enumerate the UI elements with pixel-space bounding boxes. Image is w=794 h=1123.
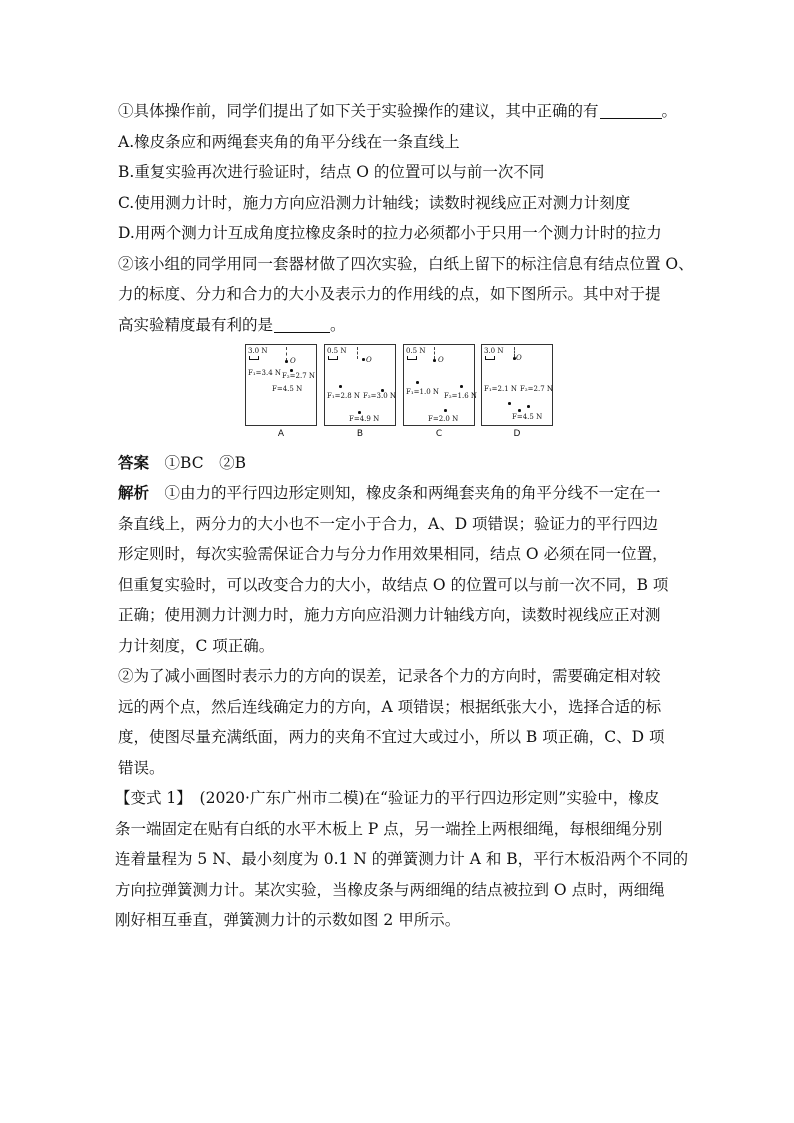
figure-b-caption: B: [356, 429, 364, 439]
question-part1: [118, 96, 688, 127]
figure-d-scale-label: 3.0 N: [484, 347, 504, 355]
figure-a-knot-point: [285, 360, 288, 363]
analysis-line-7: ②为了减小画图时表示力的方向的误差，记录各个力的方向时，需要确定相对较: [118, 667, 661, 685]
figure-b-scale-bar: [328, 356, 338, 360]
figure-b-f2: F₂=3.0 N: [363, 392, 397, 400]
figure-d: [481, 344, 553, 439]
answer-blank-2: [274, 316, 330, 333]
figure-b-f-point: [358, 411, 361, 414]
answer-blank-1: [600, 102, 662, 119]
analysis-line-1-text: ①由力的平行四边形定则知，橡皮条和两绳套夹角的角平分线不一定在一: [164, 484, 661, 502]
figure-b-f1-point: [339, 385, 342, 388]
figure-d-f2-point: [527, 405, 530, 408]
figure-a-f1: F₁=3.4 N: [248, 369, 282, 377]
analysis-line-9: 度，使图尽量充满纸面，两力的夹角不宜过大或过小，所以 B 项正确，C、D 项: [118, 728, 665, 746]
option-a: A.橡皮条应和两绳套夹角的角平分线在一条直线上: [118, 132, 460, 151]
variant-line-3: 连着量程为 5 N、最小刻度为 0.1 N 的弹簧测力计 A 和 B，平行木板沿两个不同的: [115, 850, 689, 868]
figure-d-f1: F₁=2.1 N: [484, 385, 518, 393]
figure-c: [403, 344, 478, 439]
figure-a-scale-label: 3.0 N: [248, 347, 268, 355]
analysis-block: [118, 478, 688, 783]
question-part2-line-1: ②该小组的同学用同一套器材做了四次实验，白纸上留下的标注信息有结点位置 O、: [118, 254, 694, 273]
figure-b-f: F=4.9 N: [349, 415, 380, 423]
variant-line-1: 【变式 1】 (2020·广东广州市二模)在“验证力的平行四边形定则”实验中，橡皮: [115, 789, 660, 807]
answer-text: ①BC ②B: [164, 454, 246, 472]
figure-a-caption: A: [277, 429, 285, 439]
figure-c-f-point: [444, 409, 447, 412]
question-part2-last-text: 高实验精度最有利的是: [118, 315, 274, 334]
figure-d-f1-point: [508, 402, 511, 405]
figure-c-o-label: O: [438, 356, 444, 364]
figure-b-f1: F₁=2.8 N: [327, 392, 361, 400]
figure-a: [245, 344, 317, 439]
analysis-line-10: 错误。: [118, 758, 165, 777]
figure-c-f1-point: [416, 381, 419, 384]
figure-d-dashed-line: [514, 347, 515, 357]
figure-b-knot-point: [362, 358, 365, 361]
figure-a-f: F=4.5 N: [272, 385, 303, 393]
figure-d-caption: D: [513, 429, 521, 439]
question-part2-end: 。: [330, 315, 346, 334]
experiment-figures: [118, 344, 688, 444]
figure-a-paper: [245, 344, 317, 426]
figure-a-dashed-line: [286, 347, 287, 361]
figure-b-o-label: O: [366, 356, 372, 364]
figure-a-scale-bar: [249, 356, 259, 360]
question-part1-end: 。: [661, 102, 678, 120]
analysis-label: 解析: [118, 483, 150, 502]
figure-c-paper: [403, 344, 478, 426]
option-b: B.重复实验再次进行验证时，结点 O 的位置可以与前一次不同: [118, 163, 545, 181]
variant-block: [115, 783, 688, 936]
analysis-line-8: 远的两个点，然后连线确定力的方向，A 项错误；根据纸张大小，选择合适的标: [118, 697, 662, 716]
figure-c-scale-bar: [407, 356, 417, 360]
analysis-line-6: 力计刻度，C 项正确。: [118, 636, 275, 655]
figure-c-dashed-line: [434, 347, 435, 359]
figure-d-f: F=4.5 N: [512, 413, 543, 421]
question-part2-line-3: [118, 310, 688, 341]
question-part2-line-2: 力的标度、分力和合力的大小及表示力的作用线的点，如下图所示。其中对于提: [118, 285, 661, 303]
figure-d-scale-bar: [485, 356, 495, 360]
option-d: D.用两个测力计互成角度拉橡皮条时的拉力必须都小于只用一个测力计时的拉力: [118, 224, 662, 242]
figure-a-o-label: O: [290, 357, 296, 365]
answer-line: [118, 448, 688, 478]
figure-d-paper: [481, 344, 553, 426]
figure-c-knot-point: [433, 359, 436, 362]
figure-a-f2: F₂=2.7 N: [282, 372, 316, 380]
figure-b: [324, 344, 396, 439]
figure-b-paper: [324, 344, 396, 426]
figure-b-scale-label: 0.5 N: [327, 347, 347, 355]
document-body: [115, 96, 694, 936]
variant-line-4: 方向拉弹簧测力计。某次实验，当橡皮条与两细绳的结点被拉到 O 点时，两细绳: [115, 880, 665, 899]
figure-d-f-point: [518, 409, 521, 412]
figure-d-f2: F₂=2.7 N: [520, 385, 554, 393]
figure-c-f2-point: [460, 385, 463, 388]
option-c: C.使用测力计时，施力方向应沿测力计轴线；读数时视线应正对测力计刻度: [118, 193, 631, 212]
variant-line-2: 条一端固定在贴有白纸的水平木板上 P 点，另一端拴上两根细绳，每根细绳分别: [115, 819, 663, 838]
question-part1-text: ①具体操作前，同学们提出了如下关于实验操作的建议，其中正确的有: [118, 102, 599, 120]
figure-b-dashed-line: [357, 347, 358, 359]
figure-c-caption: C: [435, 429, 443, 439]
analysis-line-3: 形定则时，每次实验需保证合力与分力作用效果相同，结点 O 必须在同一位置，: [118, 545, 668, 563]
figure-c-f2: F₂=1.6 N: [444, 392, 478, 400]
figure-c-f1: F₁=1.0 N: [406, 388, 440, 396]
figure-c-f: F=2.0 N: [428, 415, 459, 423]
analysis-line-2: 条直线上，两分力的大小也不一定小于合力，A、D 项错误；验证力的平行四边: [118, 514, 659, 533]
analysis-line-4: 但重复实验时，可以改变合力的大小，故结点 O 的位置可以与前一次不同，B 项: [118, 575, 669, 594]
answer-label: 答案: [118, 453, 150, 472]
figure-c-scale-label: 0.5 N: [406, 347, 426, 355]
figure-d-o-label: O: [516, 354, 522, 362]
analysis-line-1: [118, 478, 688, 509]
analysis-line-5: 正确；使用测力计测力时，施力方向应沿测力计轴线方向，读数时视线应正对测: [118, 606, 661, 624]
variant-line-5: 刚好相互垂直，弹簧测力计的示数如图 2 甲所示。: [115, 911, 461, 929]
